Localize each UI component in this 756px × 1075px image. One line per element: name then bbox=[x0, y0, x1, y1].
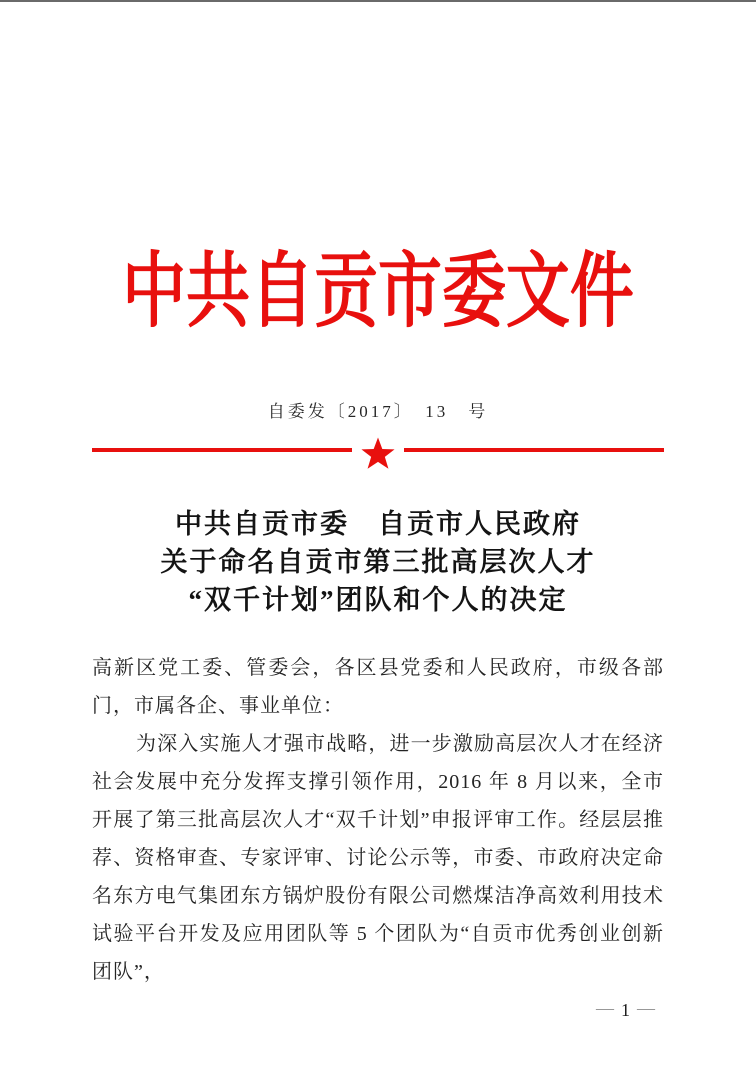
document-content bbox=[92, 400, 664, 1022]
document-number: 自委发〔2017〕 13 号 bbox=[267, 401, 489, 421]
document-title bbox=[92, 505, 664, 619]
body-paragraph-main: 为深入实施人才强市战略，进一步激励高层次人才在经济社会发展中充分发挥支撑引领作用，2016 年 8 月以来，全市开展了第三批高层次人才“双千计划”申报评审工作。经层层推荐、资格审查、专家评审、讨论公示等，市委、市政府决定命名东方电气集团东方锅炉股份有限公司燃煤洁净高效利用技术试验平台开发及应用团队等 5 个团队为“自贡市优秀创业创新团队”， bbox=[92, 732, 664, 983]
document-body bbox=[92, 649, 664, 991]
divider-line-right bbox=[404, 448, 664, 452]
title-line-3: “双千计划”团队和个人的决定 bbox=[188, 584, 568, 615]
body-paragraph-salutation: 高新区党工委、管委会，各区县党委和人民政府，市级各部门，市属各企、事业单位： bbox=[92, 656, 664, 717]
title-line-1: 中共自贡市委 自贡市人民政府 bbox=[175, 508, 581, 539]
document-masthead: 中共自贡市委文件 bbox=[122, 246, 634, 337]
page-number-left-dash: — bbox=[596, 997, 614, 1018]
page-number-value: 1 bbox=[621, 999, 630, 1020]
page-number-right-dash: — bbox=[637, 997, 655, 1018]
header-divider bbox=[92, 435, 664, 473]
red-star-icon bbox=[360, 436, 396, 472]
page-number bbox=[92, 998, 664, 1022]
title-line-2: 关于命名自贡市第三批高层次人才 bbox=[160, 546, 596, 577]
divider-line-left bbox=[92, 448, 352, 452]
